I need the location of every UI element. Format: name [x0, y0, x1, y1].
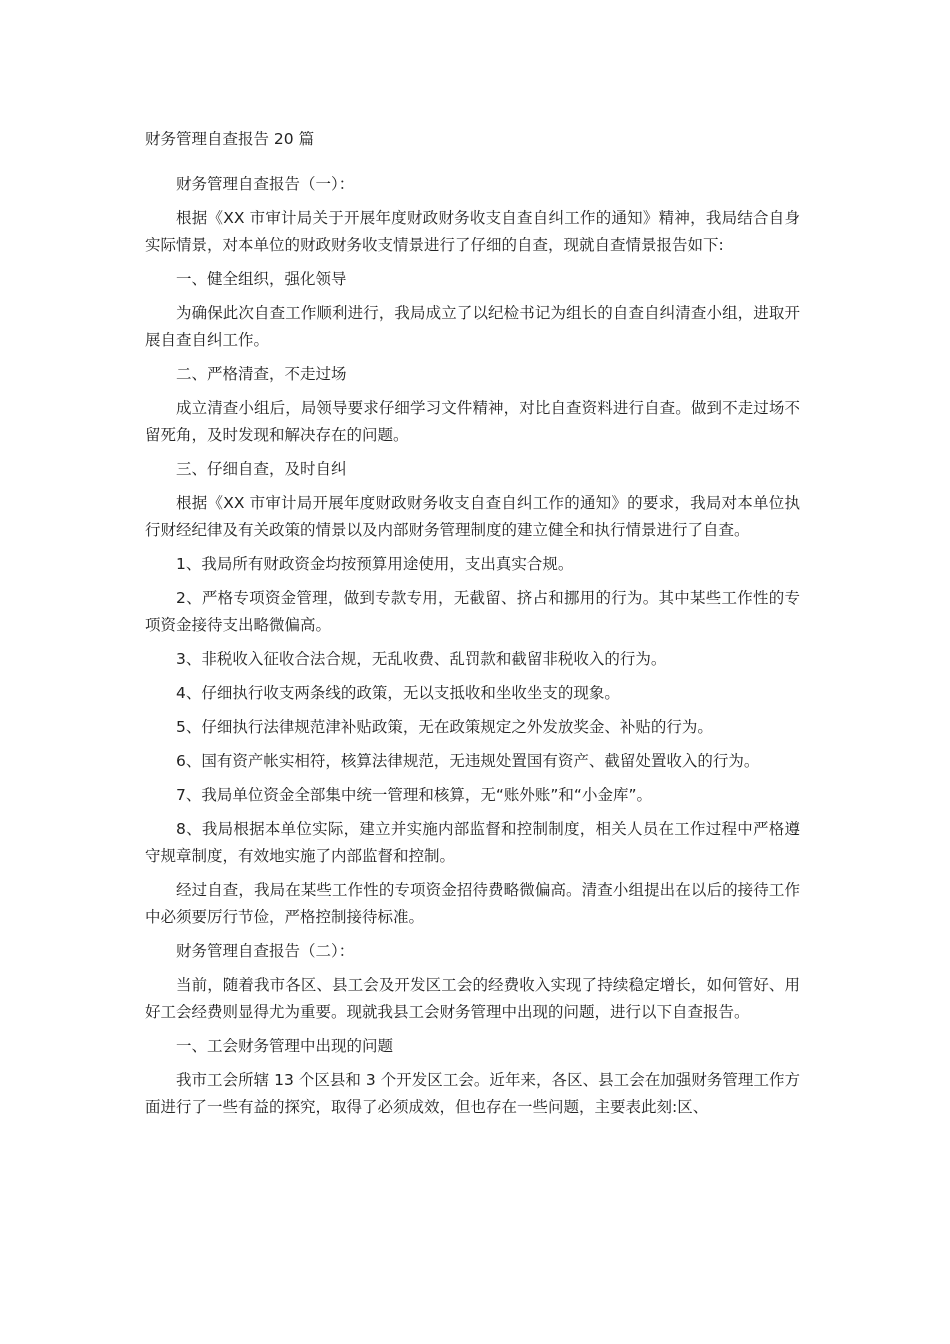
paragraph: 根据《XX 市审计局开展年度财政财务收支自查自纠工作的通知》的要求，我局对本单位执行财经纪律及有关政策的情景以及内部财务管理制度的建立健全和执行情景进行了自查。	[145, 494, 800, 539]
paragraph: 一、健全组织，强化领导	[176, 270, 347, 288]
paragraph: 三、仔细自查，及时自纠	[176, 460, 347, 478]
paragraph: 一、工会财务管理中出现的问题	[176, 1037, 394, 1055]
paragraph: 1、我局所有财政资金均按预算用途使用，支出真实合规。	[176, 555, 574, 573]
document-body	[145, 171, 800, 1128]
paragraph: 2、严格专项资金管理，做到专款专用，无截留、挤占和挪用的行为。其中某些工作性的专项资金接待支出略微偏高。	[145, 589, 800, 634]
paragraph: 当前，随着我市各区、县工会及开发区工会的经费收入实现了持续稳定增长，如何管好、用好工会经费则显得尤为重要。现就我县工会财务管理中出现的问题，进行以下自查报告。	[145, 976, 800, 1021]
paragraph: 经过自查，我局在某些工作性的专项资金招待费略微偏高。清查小组提出在以后的接待工作中必须要厉行节俭，严格控制接待标准。	[145, 881, 800, 926]
paragraph: 5、仔细执行法律规范津补贴政策，无在政策规定之外发放奖金、补贴的行为。	[176, 718, 713, 736]
paragraph: 财务管理自查报告（一）：	[176, 175, 355, 193]
document-title: 财务管理自查报告 20 篇	[145, 130, 315, 148]
paragraph: 根据《XX 市审计局关于开展年度财政财务收支自查自纠工作的通知》精神，我局结合自身实际情景，对本单位的财政财务收支情景进行了仔细的自查，现就自查情景报告如下:	[145, 209, 800, 254]
paragraph: 财务管理自查报告（二）：	[176, 942, 355, 960]
paragraph: 3、非税收入征收合法合规，无乱收费、乱罚款和截留非税收入的行为。	[176, 650, 667, 668]
paragraph: 7、我局单位资金全部集中统一管理和核算，无“账外账”和“小金库”。	[176, 786, 652, 804]
paragraph: 6、国有资产帐实相符，核算法律规范，无违规处置国有资产、截留处置收入的行为。	[176, 752, 760, 770]
paragraph: 二、严格清查，不走过场	[176, 365, 347, 383]
paragraph: 4、仔细执行收支两条线的政策，无以支抵收和坐收坐支的现象。	[176, 684, 620, 702]
paragraph: 成立清查小组后，局领导要求仔细学习文件精神，对比自查资料进行自查。做到不走过场不留死角，及时发现和解决存在的问题。	[145, 399, 800, 444]
paragraph: 我市工会所辖 13 个区县和 3 个开发区工会。近年来，各区、县工会在加强财务管理工作方面进行了一些有益的探究，取得了必须成效，但也存在一些问题，主要表此刻:区、	[145, 1071, 800, 1116]
paragraph: 为确保此次自查工作顺利进行，我局成立了以纪检书记为组长的自查自纠清查小组，进取开展自查自纠工作。	[145, 304, 800, 349]
paragraph: 8、我局根据本单位实际，建立并实施内部监督和控制制度，相关人员在工作过程中严格遵守规章制度，有效地实施了内部监督和控制。	[145, 820, 800, 865]
